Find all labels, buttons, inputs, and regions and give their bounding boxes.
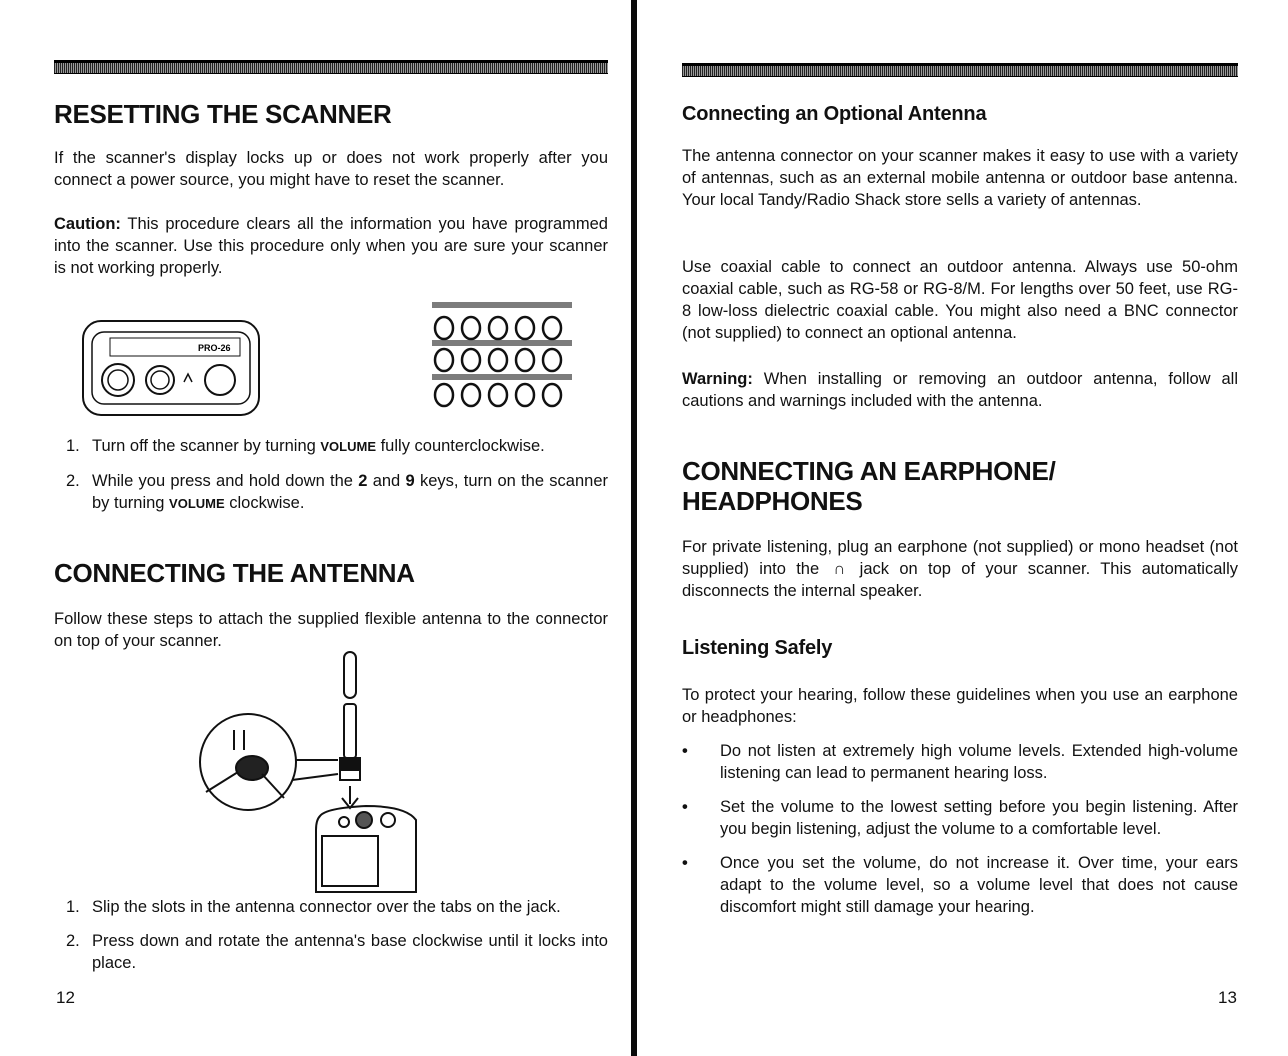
step-text: and: [367, 472, 406, 490]
step-text: While you press and hold down the: [92, 472, 359, 490]
bullet-icon: •: [682, 742, 688, 760]
listening-safely-heading: Listening Safely: [682, 637, 833, 659]
scanner-top-illustration: [80, 318, 262, 418]
reset-step: [66, 470, 608, 515]
step-number: 2.: [66, 472, 80, 490]
reset-step: [66, 435, 608, 458]
optional-antenna-para1: The antenna connector on your scanner makes it easy to use with a variety of antennas, such as an external mobile antenna or outdoor base antenna. Your local Tandy/Radio Shack store sells a variety of antennas.: [682, 147, 1238, 209]
earphone-paragraph: [682, 536, 1238, 602]
warning-paragraph: [682, 368, 1238, 412]
earphone-text: jack on top of your scanner. This automatically disconnects the internal speaker.: [682, 560, 1238, 600]
bullet-icon: •: [682, 854, 688, 872]
step-number: 1.: [66, 898, 80, 916]
antenna-step: [66, 896, 608, 918]
step-keyword: 2: [358, 472, 368, 490]
earphone-heading-line2: HEADPHONES: [682, 486, 863, 516]
top-rule: [682, 63, 1238, 77]
page-number-left: 12: [56, 988, 75, 1007]
step-keyword: 9: [405, 472, 415, 490]
resetting-intro: If the scanner's display locks up or does not work properly after you connect a power source, you might have to reset the scanner.: [54, 149, 608, 189]
antenna-steps: [66, 896, 608, 974]
step-keyword: VOLUME: [169, 496, 225, 511]
optional-antenna-heading: Connecting an Optional Antenna: [682, 103, 987, 125]
antenna-illustration: [196, 650, 426, 894]
scanner-brand-label: PRO-26: [198, 343, 231, 353]
optional-antenna-para2: Use coaxial cable to connect an outdoor antenna. Always use 50-ohm coaxial cable, such as RG-58 or RG-8/M. For lengths over 50 feet, use RG-8 low-loss dielectric coaxial cable. You might also need a BNC connector (not supplied) to connect an optional antenna.: [682, 258, 1238, 342]
caution-paragraph: [54, 213, 608, 279]
step-text: Press down and rotate the antenna's base clockwise until it locks into place.: [92, 932, 608, 972]
step-text: keys, turn on the scanner by turning: [92, 472, 608, 512]
keypad-illustration: [428, 300, 588, 418]
caution-text: This procedure clears all the information you have programmed into the scanner. Use this procedure only when you are sure your scanner is not working properly.: [54, 215, 608, 277]
earphone-text: For private listening, plug an earphone (not supplied) or mono headset (not supplied) into the: [682, 538, 1238, 578]
bullet-text: Do not listen at extremely high volume levels. Extended high-volume listening can lead to permanent hearing loss.: [720, 742, 1238, 782]
antenna-intro: Follow these steps to attach the supplied flexible antenna to the connector on top of your scanner.: [54, 610, 608, 650]
earphone-heading-line1: CONNECTING AN EARPHONE/: [682, 456, 1056, 486]
bullet-text: Set the volume to the lowest setting before you begin listening. After you begin listening, adjust the volume to a comfortable level.: [720, 798, 1238, 838]
headphone-jack-icon: ∩: [833, 560, 846, 578]
list-item: [682, 740, 1238, 784]
caution-label: Caution:: [54, 215, 121, 233]
top-rule: [54, 60, 608, 74]
antenna-step: [66, 930, 608, 974]
step-number: 1.: [66, 437, 80, 455]
page-number-right: 13: [1218, 988, 1237, 1007]
step-text: Turn off the scanner by turning: [92, 437, 321, 455]
listening-bullets: [682, 740, 1238, 918]
resetting-heading: RESETTING THE SCANNER: [54, 99, 392, 129]
step-keyword: VOLUME: [320, 439, 377, 454]
list-item: [682, 852, 1238, 918]
book-spine: [631, 0, 637, 1056]
warning-text: When installing or removing an outdoor antenna, follow all cautions and warnings included with the antenna.: [682, 370, 1239, 410]
antenna-heading: CONNECTING THE ANTENNA: [54, 558, 415, 588]
list-item: [682, 796, 1238, 840]
step-text: fully counterclockwise.: [376, 437, 545, 455]
bullet-text: Once you set the volume, do not increase it. Over time, your ears adapt to the volume level, so a volume level that does not cause discomfort might still damage your hearing.: [720, 854, 1238, 916]
reset-steps: [66, 435, 608, 515]
right-page: [640, 0, 1288, 1056]
step-number: 2.: [66, 932, 80, 950]
step-text: Slip the slots in the antenna connector over the tabs on the jack.: [92, 898, 561, 916]
earphone-heading: [682, 456, 1056, 516]
left-page: [0, 0, 636, 1056]
warning-label: Warning:: [682, 370, 753, 388]
step-text: clockwise.: [224, 494, 305, 512]
listening-intro: To protect your hearing, follow these guidelines when you use an earphone or headphones:: [682, 686, 1238, 726]
bullet-icon: •: [682, 798, 688, 816]
